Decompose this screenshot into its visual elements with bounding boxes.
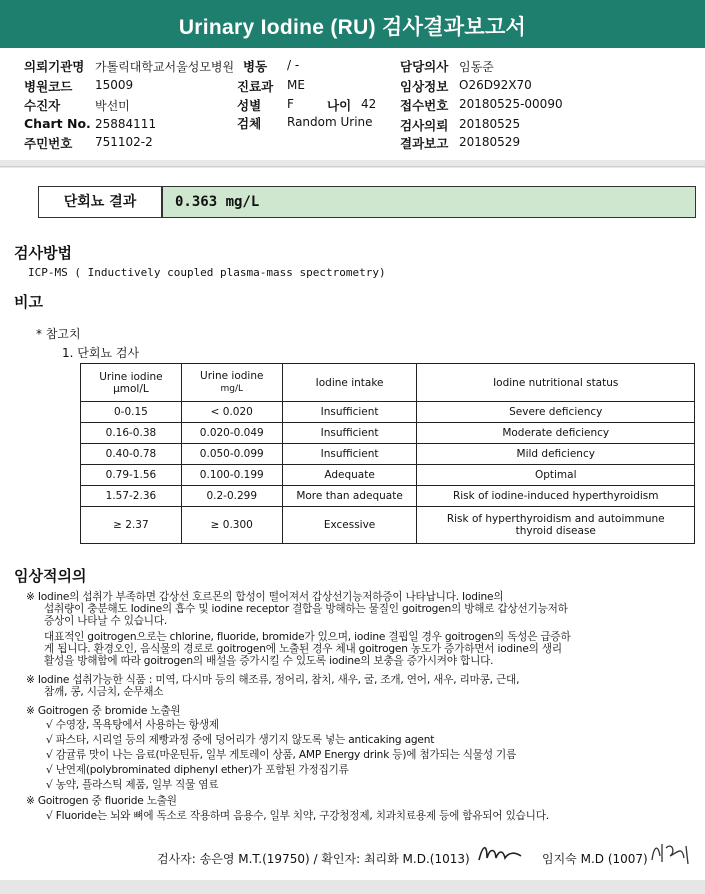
reference-table bbox=[80, 363, 695, 544]
bromide-item: √ 농약, 플라스틱 제품, 일부 직물 염료 bbox=[46, 779, 219, 791]
table-row bbox=[81, 507, 695, 544]
patient-value: 박선미 bbox=[95, 99, 130, 113]
request-date-value: 20180525 bbox=[459, 117, 521, 131]
table-cell: 0.020-0.049 bbox=[181, 423, 282, 444]
header-mg-line1: Urine iodine bbox=[200, 370, 264, 382]
table-cell: Insufficient bbox=[282, 402, 417, 423]
report-date-label: 결과보고 bbox=[400, 136, 449, 151]
table-header bbox=[181, 364, 282, 402]
table-row bbox=[81, 465, 695, 486]
bromide-item: √ 감귤류 맛이 나는 음료(마운틴듀, 일부 게토레이 상품, AMP Energy drink 등)에 첨가되는 식물성 기름 bbox=[46, 749, 517, 761]
age-value: 42 bbox=[361, 97, 377, 111]
clinical-info-value: O26D92X70 bbox=[459, 78, 532, 92]
sex-value: F bbox=[287, 97, 294, 111]
table-cell: 0.16-0.38 bbox=[81, 423, 182, 444]
dept-label: 진료과 bbox=[237, 79, 274, 94]
table-row bbox=[81, 444, 695, 465]
header-umol-line1: Urine iodine bbox=[99, 370, 163, 383]
bromide-item: √ 난연제(polybrominated diphenyl ether)가 포함된 가정집기류 bbox=[46, 764, 349, 776]
clinical-p3-line1: ※ Iodine 섭취가능한 식품 : 미역, 다시마 등의 해조류, 정어리, 참치, 새우, 굴, 조개, 연어, 새우, 리마콩, 근대, bbox=[26, 674, 520, 686]
clinical-info-label: 임상정보 bbox=[400, 79, 449, 94]
result-value: 0.363 mg/L bbox=[163, 187, 695, 217]
table-cell: More than adequate bbox=[282, 486, 417, 507]
table-cell: 0.2-0.299 bbox=[181, 486, 282, 507]
header-mg-line2: mg/L bbox=[220, 384, 244, 394]
chart-no-value: 25884111 bbox=[95, 117, 157, 131]
clinical-p2-line1: 대표적인 goitrogen으로는 chlorine, fluoride, bromide가 있으며, iodine 결핍일 경우 goitrogen의 독성은 급증하 bbox=[44, 631, 571, 643]
bromide-item: √ 파스타, 시리얼 등의 제빵과정 중에 덩어리가 생기지 않도록 넣는 anticaking agent bbox=[46, 734, 435, 746]
ssn-value: 751102-2 bbox=[95, 135, 153, 149]
method-heading: 검사방법 bbox=[14, 244, 72, 262]
fluoride-item: √ Fluoride는 뇌와 뼈에 독소로 작용하며 음용수, 일부 치약, 구강청정제, 치과치료용제 등에 함유되어 있습니다. bbox=[46, 810, 549, 822]
table-cell: Severe deficiency bbox=[417, 402, 695, 423]
clinical-p1-line2: 섭취량이 충분해도 Iodine의 흡수 및 iodine receptor 결합을 방해하는 물질인 goitrogen의 방해로 갑상선기능저하 bbox=[44, 603, 568, 615]
receipt-label: 접수번호 bbox=[400, 98, 449, 113]
table-row bbox=[81, 423, 695, 444]
receipt-value: 20180525-00090 bbox=[459, 97, 563, 111]
reference-subtitle: 1. 단회뇨 검사 bbox=[62, 346, 140, 360]
table-row bbox=[81, 486, 695, 507]
table-cell: < 0.020 bbox=[181, 402, 282, 423]
table-cell: 0.050-0.099 bbox=[181, 444, 282, 465]
header-umol-line2: μmol/L bbox=[113, 382, 149, 395]
ssn-label: 주민번호 bbox=[24, 136, 73, 151]
table-header: Iodine intake bbox=[282, 364, 417, 402]
report-title-bar bbox=[0, 0, 705, 48]
bromide-item: √ 수영장, 목욕탕에서 사용하는 항생제 bbox=[46, 719, 219, 731]
tester-confirmer: 검사자: 송은영 M.T.(19750) / 확인자: 최리화 M.D.(1013) bbox=[157, 852, 470, 866]
table-cell: Adequate bbox=[282, 465, 417, 486]
table-cell: 0.40-0.78 bbox=[81, 444, 182, 465]
doctor-value: 임동준 bbox=[459, 60, 494, 74]
table-cell bbox=[417, 507, 695, 544]
clinical-p1-line3: 증상이 나타날 수 있습니다. bbox=[44, 615, 168, 627]
table-row bbox=[81, 402, 695, 423]
clinical-heading: 임상적의의 bbox=[14, 567, 87, 585]
table-cell: 0.79-1.56 bbox=[81, 465, 182, 486]
result-box bbox=[38, 186, 696, 218]
ward-value: / - bbox=[287, 58, 300, 72]
table-cell: Mild deficiency bbox=[417, 444, 695, 465]
bromide-title: ※ Goitrogen 중 bromide 노출원 bbox=[26, 705, 181, 717]
doctor-label: 담당의사 bbox=[400, 59, 449, 74]
table-header-row bbox=[81, 364, 695, 402]
status-line2: thyroid disease bbox=[515, 525, 596, 537]
signature-mark bbox=[475, 840, 525, 866]
dept-value: ME bbox=[287, 78, 305, 92]
report-date-value: 20180529 bbox=[459, 135, 521, 149]
specimen-value: Random Urine bbox=[287, 115, 373, 129]
table-header: Iodine nutritional status bbox=[417, 364, 695, 402]
table-cell: Excessive bbox=[282, 507, 417, 544]
hospcode-value: 15009 bbox=[95, 78, 134, 92]
fluoride-title: ※ Goitrogen 중 fluoride 노출원 bbox=[26, 795, 177, 807]
clinical-p3-line2: 참깨, 콩, 시금치, 순무채소 bbox=[44, 686, 164, 698]
table-cell: Insufficient bbox=[282, 444, 417, 465]
section-divider-line bbox=[0, 166, 705, 167]
institution-label: 의뢰기관명 bbox=[24, 59, 85, 74]
age-label: 나이 bbox=[327, 98, 352, 113]
table-cell: 1.57-2.36 bbox=[81, 486, 182, 507]
table-cell: ≥ 2.37 bbox=[81, 507, 182, 544]
result-label: 단회뇨 결과 bbox=[39, 187, 163, 217]
ward-label: 병동 bbox=[243, 59, 268, 74]
clinical-p1-line1: ※ Iodine의 섭취가 부족하면 갑상선 호르몬의 합성이 떨어져서 갑상선기능저하증이 나타납니다. Iodine의 bbox=[26, 591, 504, 603]
hospcode-label: 병원코드 bbox=[24, 79, 73, 94]
specimen-label: 검체 bbox=[237, 116, 262, 131]
table-cell: ≥ 0.300 bbox=[181, 507, 282, 544]
patient-label: 수진자 bbox=[24, 98, 61, 113]
report-title: Urinary Iodine (RU) 검사결과보고서 bbox=[178, 16, 527, 39]
table-cell: 0.100-0.199 bbox=[181, 465, 282, 486]
sex-label: 성별 bbox=[237, 98, 262, 113]
physician-signature bbox=[648, 838, 694, 868]
status-line1: Risk of hyperthyroidism and autoimmune bbox=[446, 513, 665, 525]
table-cell: Risk of iodine-induced hyperthyroidism bbox=[417, 486, 695, 507]
table-cell: Insufficient bbox=[282, 423, 417, 444]
reference-title: * 참고치 bbox=[36, 327, 81, 341]
bottom-bar bbox=[0, 880, 705, 894]
table-cell: Moderate deficiency bbox=[417, 423, 695, 444]
request-date-label: 검사의뢰 bbox=[400, 118, 449, 133]
table-cell: 0-0.15 bbox=[81, 402, 182, 423]
institution-value: 가톨릭대학교서울성모병원 bbox=[95, 60, 235, 74]
table-header bbox=[81, 364, 182, 402]
chart-no-label: Chart No. bbox=[24, 116, 91, 131]
table-cell: Optimal bbox=[417, 465, 695, 486]
method-text: ICP-MS ( Inductively coupled plasma-mass spectrometry) bbox=[28, 266, 386, 279]
remarks-heading: 비고 bbox=[14, 293, 43, 311]
physician-name: 임지숙 M.D (1007) bbox=[542, 852, 648, 866]
clinical-p2-line2: 게 됩니다. 환경오인, 음식물의 경로로 goitrogen에 노출된 경우 체내 goitrogen 농도가 증가하면서 iodine의 생리 bbox=[44, 643, 562, 655]
clinical-p2-line3: 활성을 방해함에 따라 goitrogen의 배설을 증가시킬 수 있도록 iodine의 보충을 증가시켜야 합니다. bbox=[44, 655, 494, 667]
